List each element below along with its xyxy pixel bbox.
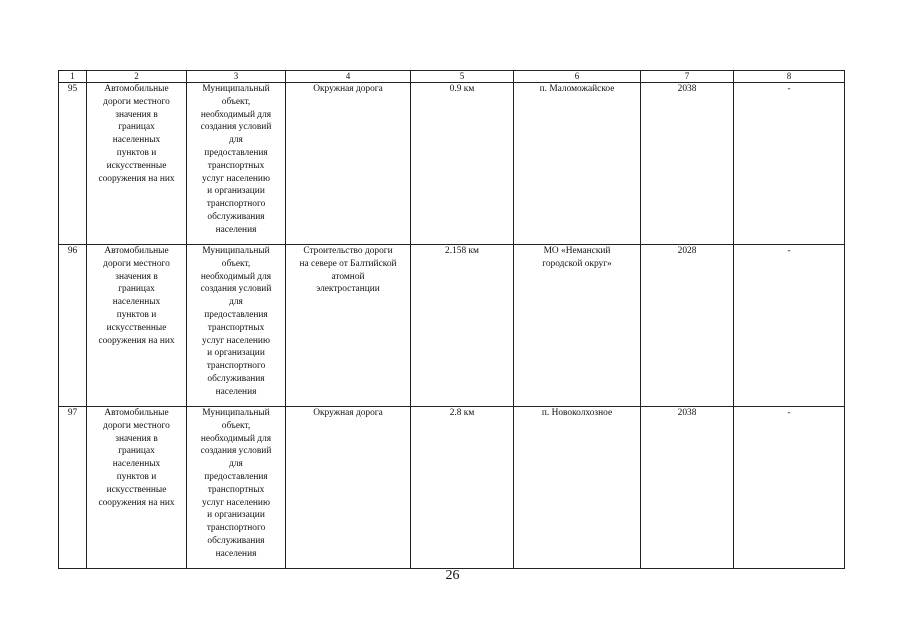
year-cell: 2038	[641, 407, 734, 569]
row-number: 97	[59, 407, 87, 569]
column-number-5: 5	[411, 71, 514, 83]
note-cell: -	[734, 407, 845, 569]
row-number: 95	[59, 83, 87, 245]
column-number-2: 2	[87, 71, 187, 83]
object-name-cell: Окружная дорога	[286, 407, 411, 569]
object-status-cell: Муниципальный объект, необходимый для создания условий для предоставления транспортных услуг населению и организации транспортного обслуживания населения	[187, 83, 286, 245]
column-number-7: 7	[641, 71, 734, 83]
object-type-cell: Автомобильные дороги местного значения в границах населенных пунктов и искусственные сооружения на них	[87, 245, 187, 407]
row-number: 96	[59, 245, 87, 407]
year-cell: 2038	[641, 83, 734, 245]
table-header-row	[59, 71, 845, 83]
location-cell: МО «Неманский городской округ»	[514, 245, 641, 407]
location-cell: п. Новоколхозное	[514, 407, 641, 569]
object-status-cell: Муниципальный объект, необходимый для создания условий для предоставления транспортных услуг населению и организации транспортного обслуживания населения	[187, 407, 286, 569]
location-cell: п. Маломожайское	[514, 83, 641, 245]
length-cell: 0.9 км	[411, 83, 514, 245]
length-cell: 2.158 км	[411, 245, 514, 407]
object-name-cell: Строительство дороги на севере от Балтийской атомной электростанции	[286, 245, 411, 407]
year-cell: 2028	[641, 245, 734, 407]
note-cell: -	[734, 245, 845, 407]
length-cell: 2.8 км	[411, 407, 514, 569]
objects-table	[58, 70, 845, 569]
object-type-cell: Автомобильные дороги местного значения в границах населенных пунктов и искусственные сооружения на них	[87, 407, 187, 569]
note-cell: -	[734, 83, 845, 245]
table-row	[59, 245, 845, 407]
column-number-8: 8	[734, 71, 845, 83]
object-name-cell: Окружная дорога	[286, 83, 411, 245]
table-row	[59, 407, 845, 569]
column-number-4: 4	[286, 71, 411, 83]
table-row	[59, 83, 845, 245]
object-status-cell: Муниципальный объект, необходимый для создания условий для предоставления транспортных услуг населению и организации транспортного обслуживания населения	[187, 245, 286, 407]
page-number: 26	[445, 568, 460, 583]
column-number-3: 3	[187, 71, 286, 83]
object-type-cell: Автомобильные дороги местного значения в границах населенных пунктов и искусственные сооружения на них	[87, 83, 187, 245]
column-number-6: 6	[514, 71, 641, 83]
column-number-1: 1	[59, 71, 87, 83]
